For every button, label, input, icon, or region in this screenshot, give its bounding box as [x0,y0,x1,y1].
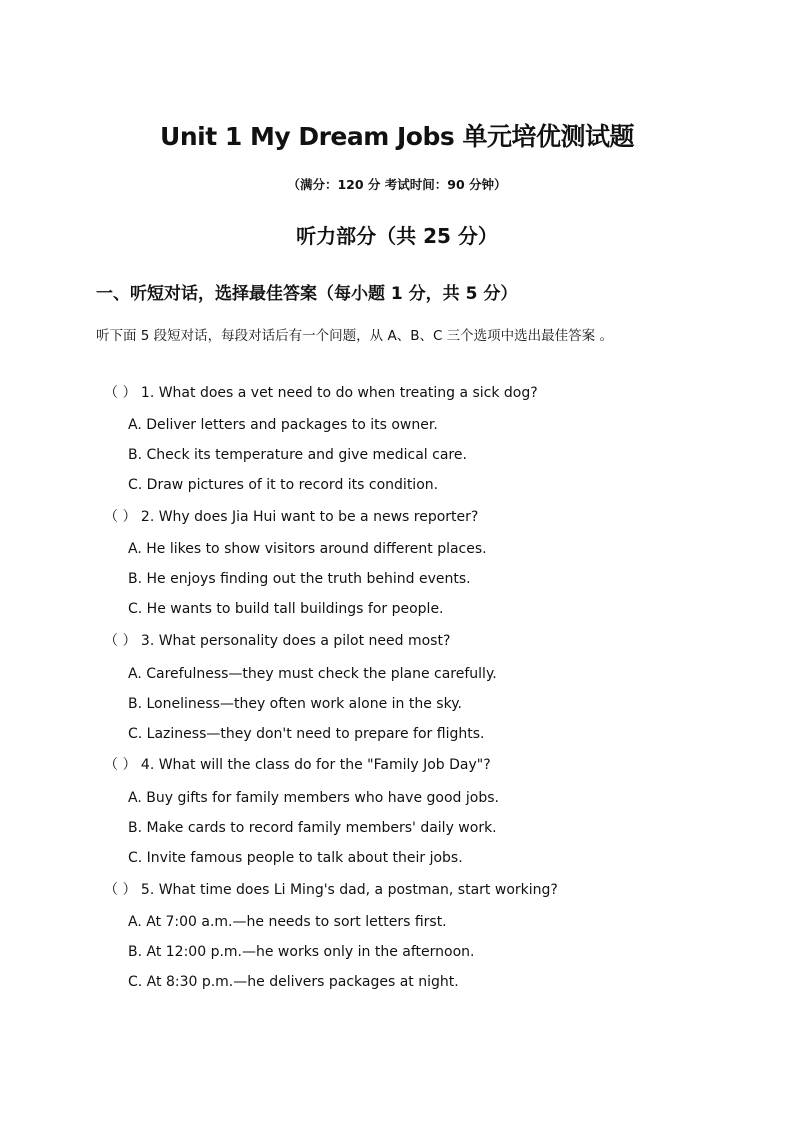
option-a: A. Buy gifts for family members who have good jobs. [128,790,499,806]
section-heading: 一、听短对话，选择最佳答案（每小题 1 分，共 5 分） [96,284,518,304]
question-stem: 4. What will the class do for the "Family Job Day"? [140,757,491,773]
exam-info: （满分：120 分 考试时间：90 分钟） [287,177,507,192]
question-stem: 3. What personality does a pilot need most? [140,633,451,649]
option-a: A. Carefulness—they must check the plane carefully. [128,666,497,682]
option-b: B. Check its temperature and give medical care. [128,447,467,463]
option-c: C. At 8:30 p.m.—he delivers packages at night. [128,974,459,990]
option-b: B. Loneliness—they often work alone in the sky. [128,696,462,712]
option-b: B. Make cards to record family members' daily work. [128,820,497,836]
question-2 [104,506,478,526]
question-stem: 1. What does a vet need to do when treating a sick dog? [140,385,538,401]
question-3 [104,630,450,650]
answer-blank[interactable]: （ ） [104,509,137,525]
option-c: C. He wants to build tall buildings for people. [128,601,444,617]
option-c: C. Laziness—they don't need to prepare for flights. [128,726,485,742]
answer-blank[interactable]: （ ） [104,757,137,773]
option-a: A. Deliver letters and packages to its owner. [128,417,438,433]
part-heading: 听力部分（共 25 分） [296,224,498,248]
option-a: A. He likes to show visitors around different places. [128,541,487,557]
option-b: B. He enjoys finding out the truth behind events. [128,571,471,587]
option-c: C. Draw pictures of it to record its condition. [128,477,439,493]
answer-blank[interactable]: （ ） [104,633,137,649]
page-title: Unit 1 My Dream Jobs 单元培优测试题 [160,122,634,151]
question-4 [104,754,491,774]
option-a: A. At 7:00 a.m.—he needs to sort letters first. [128,914,447,930]
option-b: B. At 12:00 p.m.—he works only in the afternoon. [128,944,475,960]
answer-blank[interactable]: （ ） [104,385,137,401]
question-stem: 5. What time does Li Ming's dad, a postman, start working? [140,882,558,898]
question-1 [104,382,538,402]
option-c: C. Invite famous people to talk about their jobs. [128,850,463,866]
instruction-text: 听下面 5 段短对话，每段对话后有一个问题，从 A、B、C 三个选项中选出最佳答案 。 [96,328,613,344]
answer-blank[interactable]: （ ） [104,882,137,898]
question-5 [104,879,558,899]
question-stem: 2. Why does Jia Hui want to be a news reporter? [140,509,479,525]
